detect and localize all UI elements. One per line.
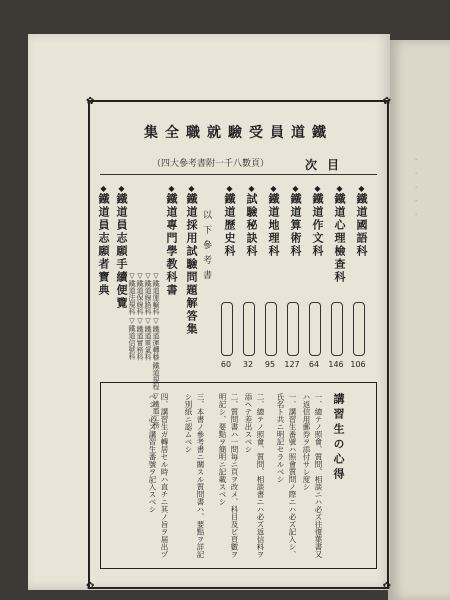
appendix-title: 鐵道員志願者寶典	[97, 193, 110, 297]
book-page	[28, 34, 390, 590]
page-range-bracket	[287, 302, 299, 356]
appendix-sub-item: ▽鐵道法規科	[128, 272, 136, 315]
page-number: 95	[264, 360, 276, 369]
corner-ornament-icon: ✿	[86, 581, 95, 592]
page-range-bracket	[331, 302, 343, 356]
diamond-icon: ◆	[313, 184, 322, 193]
guide-item: 二、總テノ照會、質問、相談書ニハ必ズ返信料ヲ添ヘテ差出スベシ	[244, 393, 265, 558]
page-range-bracket	[309, 302, 321, 356]
bleed-through-text: · · · · ·	[410, 158, 420, 220]
appendix-title: 鐵道採用試驗問題解答集	[185, 193, 198, 336]
corner-ornament-icon: ✿	[382, 96, 391, 107]
chapter-title: 試驗秘訣科	[245, 193, 258, 258]
appendix-entry	[182, 184, 201, 336]
page-range-bracket	[353, 302, 365, 356]
page-number: 32	[242, 360, 254, 369]
page-number: 146	[328, 360, 344, 369]
page-number: 127	[284, 360, 300, 369]
toc-entry	[220, 184, 239, 258]
appendix-title: 鐵道專門學教科書	[165, 193, 178, 297]
diamond-icon: ◆	[269, 184, 278, 193]
chapter-title: 鐵道國語科	[355, 193, 368, 258]
chapter-title: 鐵道心理檢查科	[333, 193, 346, 284]
diamond-icon: ◆	[117, 184, 126, 193]
divider	[100, 174, 377, 175]
appendix-sub-item: ▽鐵道線路科 ▽鐵道電氣科	[144, 272, 152, 361]
toc-note: （頁數八千一附書考參大四）	[152, 159, 270, 169]
appendix-sub-item: ▽鐵道規程 ▽鐵道工務	[152, 354, 160, 429]
toc-heading: 目次	[305, 158, 350, 172]
guide-box	[100, 382, 377, 569]
toc-entry	[242, 184, 261, 258]
guide-item: 三、本書ノ參考書ニ關スル質問書ハ、要點ヲ詳記シ別紙ニ認ムベシ	[184, 393, 205, 558]
toc-entry	[352, 184, 371, 258]
diamond-icon: ◆	[291, 184, 300, 193]
chapter-title: 鐵道地理科	[267, 193, 280, 258]
page-range-bracket	[221, 302, 233, 356]
series-title: 鐵道員受驗就職全集	[144, 125, 333, 141]
page-frame	[86, 96, 391, 592]
chapter-title: 鐵道算術科	[289, 193, 302, 258]
chapter-title: 鐵道作文科	[311, 193, 324, 258]
corner-ornament-icon: ✿	[86, 96, 95, 107]
appendix-heading: 以下參考書	[201, 210, 211, 285]
guide-item: 一、總テノ照會、質問、相談ニハ必ズ往復葉書又ハ返信用郵券ヲ添付サレ度シ	[302, 393, 323, 558]
diamond-icon: ◆	[247, 184, 256, 193]
page-range-bracket	[265, 302, 277, 356]
guide-title: 講習生の心得	[332, 393, 345, 483]
diamond-icon: ◆	[187, 184, 196, 193]
chapter-title: 鐵道歷史科	[223, 193, 236, 258]
diamond-icon: ◆	[357, 184, 366, 193]
page-range-bracket	[243, 302, 255, 356]
page-number: 64	[308, 360, 320, 369]
diamond-icon: ◆	[167, 184, 176, 193]
toc-entry	[308, 184, 327, 258]
guide-item: 四、講習生ガ轉居セル時ハ直チニ其ノ旨ヲ届出ヅベシ、必ズ講習生番號ヲ記入スベシ	[148, 393, 169, 558]
appendix-title: 鐵道員志願手續便覽	[115, 193, 128, 310]
appendix-sub-item: ▽鐵道信號科	[128, 317, 136, 360]
adjacent-page	[388, 40, 450, 600]
appendix-entry	[94, 184, 113, 297]
appendix-sub-item: ▽鐵道運輸科 ▽鐵道運轉科	[152, 272, 160, 361]
page-number: 60	[220, 360, 232, 369]
diamond-icon: ◆	[99, 184, 108, 193]
corner-ornament-icon: ✿	[382, 581, 391, 592]
guide-item: 二、質問書ハ一問毎ニ頁ヲ改メ、科目及ビ頁數ヲ明記シ、要點ヲ簡明ニ記載スベシ	[218, 393, 239, 558]
guide-item: 一、講習生番號ハ照會質問ノ際ニハ必ズ記入シ、氏名ト共ニ明記セラルベシ	[276, 393, 297, 558]
appendix-entry	[162, 184, 181, 297]
diamond-icon: ◆	[335, 184, 344, 193]
toc-entry	[264, 184, 283, 258]
toc-entry	[330, 184, 349, 284]
diamond-icon: ◆	[225, 184, 234, 193]
appendix-sub-item: ▽鐵道保線科 ▽鐵道實務科	[136, 272, 144, 361]
page-number: 106	[350, 360, 366, 369]
toc-entry	[286, 184, 305, 258]
